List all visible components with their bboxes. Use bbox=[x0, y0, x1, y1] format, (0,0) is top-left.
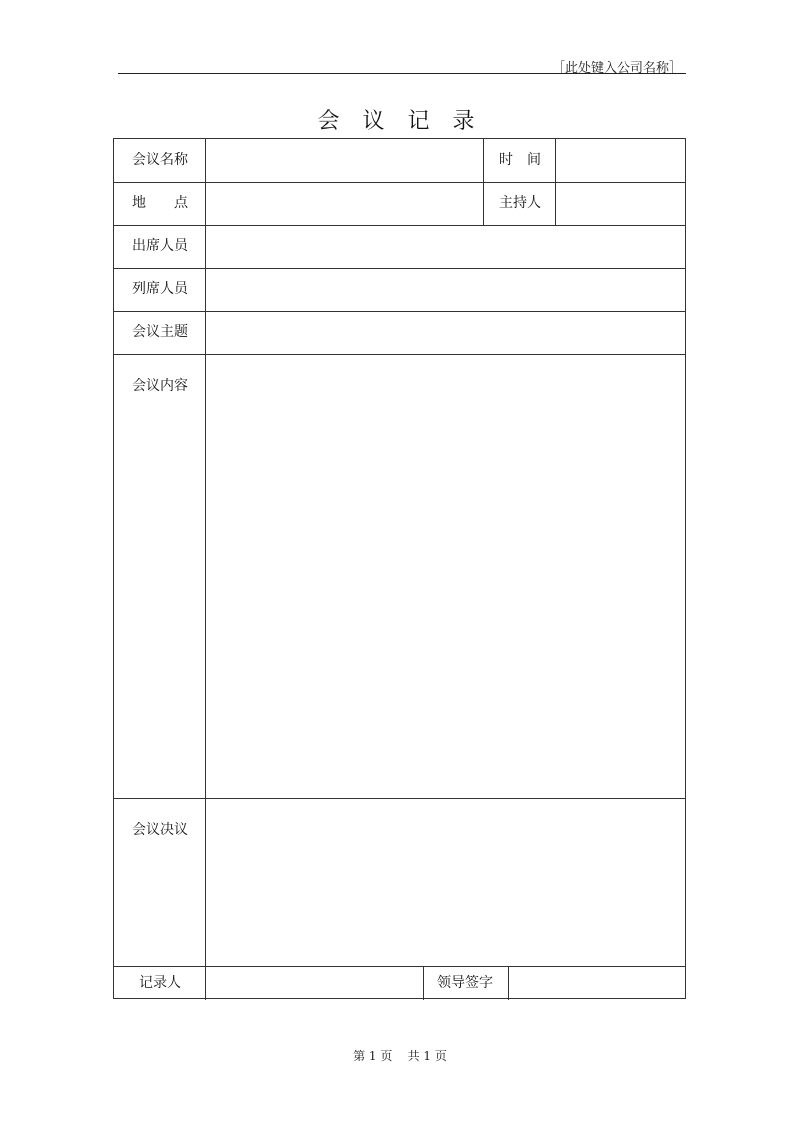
page-number: 第 1 页 共 1 页 bbox=[353, 1049, 447, 1063]
nonvoting-attendees-label: 列席人员 bbox=[132, 281, 188, 297]
company-name-placeholder[interactable]: ［此处键入公司名称］ bbox=[551, 61, 682, 76]
attendees-field[interactable] bbox=[206, 226, 684, 267]
leader-signature-field[interactable] bbox=[509, 967, 684, 999]
recorder-label: 记录人 bbox=[139, 975, 181, 991]
topic-field[interactable] bbox=[206, 312, 684, 353]
attendees-label: 出席人员 bbox=[132, 238, 188, 254]
recorder-field[interactable] bbox=[206, 967, 422, 999]
meeting-minutes-form bbox=[113, 138, 686, 999]
host-label: 主持人 bbox=[499, 195, 541, 211]
content-field[interactable] bbox=[206, 355, 684, 797]
host-field[interactable] bbox=[556, 183, 684, 224]
resolution-field[interactable] bbox=[206, 799, 684, 965]
meeting-name-label: 会议名称 bbox=[132, 152, 188, 168]
column-divider bbox=[483, 139, 484, 225]
leader-signature-label: 领导签字 bbox=[437, 975, 493, 991]
meeting-name-field[interactable] bbox=[206, 140, 482, 181]
resolution-label: 会议决议 bbox=[132, 822, 188, 838]
page-title: 会 议 记 录 bbox=[317, 109, 483, 134]
location-label: 地 点 bbox=[132, 195, 188, 211]
topic-label: 会议主题 bbox=[132, 324, 188, 340]
content-label: 会议内容 bbox=[132, 378, 188, 394]
time-field[interactable] bbox=[556, 140, 684, 181]
header-rule bbox=[118, 73, 686, 74]
nonvoting-attendees-field[interactable] bbox=[206, 269, 684, 310]
location-field[interactable] bbox=[206, 183, 482, 224]
column-divider bbox=[423, 966, 424, 1000]
time-label: 时 间 bbox=[499, 152, 541, 168]
